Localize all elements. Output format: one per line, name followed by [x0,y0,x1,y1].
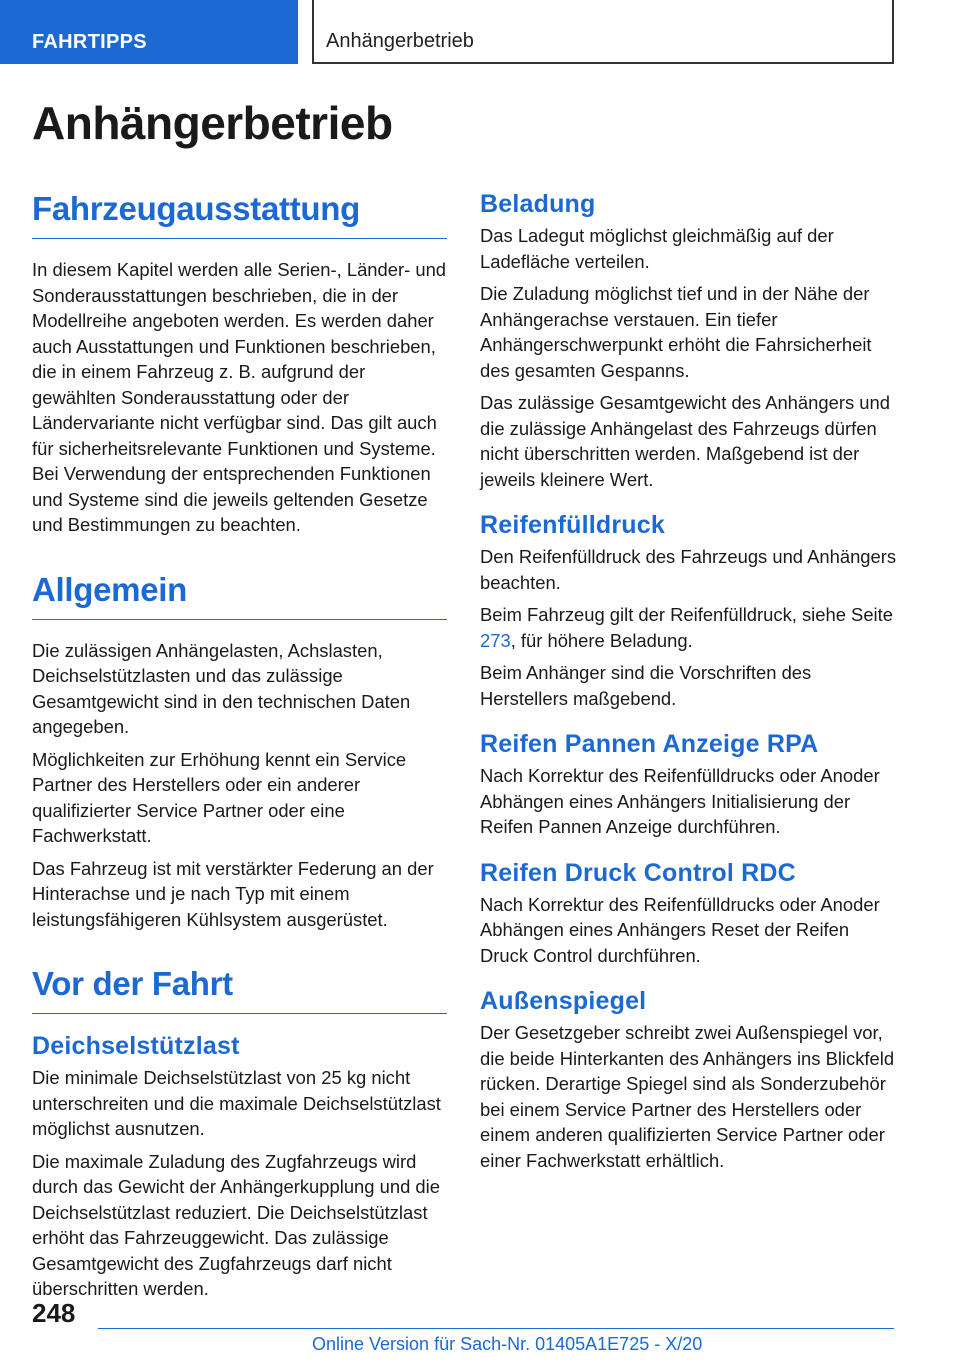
paragraph: Nach Korrektur des Reifenfülldrucks oder Anoder Abhängen eines Anhängers Initialisierung der Reifen Pannen Anzeige durchführen. [480,765,880,837]
paragraph-with-link [480,602,900,653]
paragraph: Nach Korrektur des Reifenfülldrucks oder Anoder Abhängen eines Anhängers Reset der Reifen Druck Control durchführen. [480,893,880,966]
paragraph: Der Gesetzgeber schreibt zwei Außenspiegel vor, die beide Hinterkanten des Anhängers ins Blickfeld rücken. Derartige Spiegel sind als Sonderzubehör bei einem Service Partner des Herstellers oder einem anderen qualifizierten Service Partner oder einer Fachwerkstatt erhältlich. [480,1022,895,1171]
subheading-beladung: Beladung [480,190,596,218]
paragraph: Die zulässigen Anhängelasten, Achslasten, Deichselstützlasten und das zulässige Gesamtgewicht sind in den technischen Daten angegeben. [32,639,411,737]
paragraph: Die maximale Zuladung des Zugfahrzeugs wird durch das Gewicht der Anhängerkupplung und die Deichselstützlast reduziert. Die Deichselstützlast erhöht das Fahrzeuggewicht. Das zulässige Gesamtgewicht des Zugfahrzeugs darf nicht überschritten werden. [32,1150,440,1299]
paragraph: Möglichkeiten zur Erhöhung kennt ein Service Partner des Herstellers oder ein anderer qualifizierter Service Partner oder eine Fachwerkstatt. [32,748,407,846]
text: , für höhere Beladung. [510,629,693,651]
paragraph: Die minimale Deichselstützlast von 25 kg nicht unterschreiten und die maximale Deichselstützlast möglichst ausnutzen. [32,1067,441,1139]
section-header: Anhängerbetrieb [312,0,894,64]
footer-text: Online Version für Sach-Nr. 01405A1E725 - X/20 [312,1334,703,1354]
page-link[interactable]: 273 [480,629,511,651]
paragraph: Die Zuladung möglichst tief und in der Nähe der Anhängerachse verstauen. Ein tiefer Anhängerschwerpunkt erhöht die Fahrsicherheit des gesamten Gespanns. [480,283,872,381]
heading-fahrzeugausstattung: Fahrzeugausstattung [32,190,447,239]
subheading-rpa: Reifen Pannen Anzeige RPA [480,730,819,758]
paragraph: In diesem Kapitel werden alle Serien-, Länder- und Sonderausstattungen beschrieben, die in der Modellreihe angeboten werden. Es werden daher auch Ausstattungen und Funktionen beschrieben, die in einem Fahrzeug z. B. aufgrund der gewählten Sonderausstattung oder der Ländervariante nicht verfügbar sind. Das gilt auch für sicherheitsrelevante Funktionen und Systeme. Bei Verwendung der entsprechenden Funktionen und Systeme sind die jeweils geltenden Gesetze und Bestimmungen zu beachten. [32,259,447,535]
paragraph: Den Reifenfülldruck des Fahrzeugs und Anhängers beachten. [480,546,897,593]
chapter-tab: FAHRTIPPS [0,0,298,64]
page-title: Anhängerbetrieb [32,97,393,149]
right-column [480,190,900,1180]
text: Beim Fahrzeug gilt der Reifenfülldruck, siehe Seite [480,604,893,625]
paragraph: Das zulässige Gesamtgewicht des Anhängers und die zulässige Anhängelast des Fahrzeugs dürfen nicht überschritten werden. Maßgebend ist der jeweils kleinere Wert. [480,392,890,490]
paragraph: Das Fahrzeug ist mit verstärkter Federung an der Hinterachse und je nach Typ mit einem leistungsfähigeren Kühlsystem ausgerüstet. [32,857,434,930]
subheading-rdc: Reifen Druck Control RDC [480,858,796,887]
left-column [32,190,447,1309]
heading-vor-der-fahrt: Vor der Fahrt [32,965,447,1014]
paragraph: Beim Anhänger sind die Vorschriften des Herstellers maßgebend. [480,662,812,709]
footer-divider [98,1328,894,1329]
paragraph: Das Ladegut möglichst gleichmäßig auf der Ladefläche verteilen. [480,225,834,272]
page-number: 248 [32,1298,76,1328]
subheading-reifenfuelldruck: Reifenfülldruck [480,511,665,539]
subheading-aussenspiegel: Außenspiegel [480,987,647,1015]
subheading-deichselstuetzlast: Deichselstützlast [32,1032,240,1060]
heading-allgemein: Allgemein [32,571,447,620]
